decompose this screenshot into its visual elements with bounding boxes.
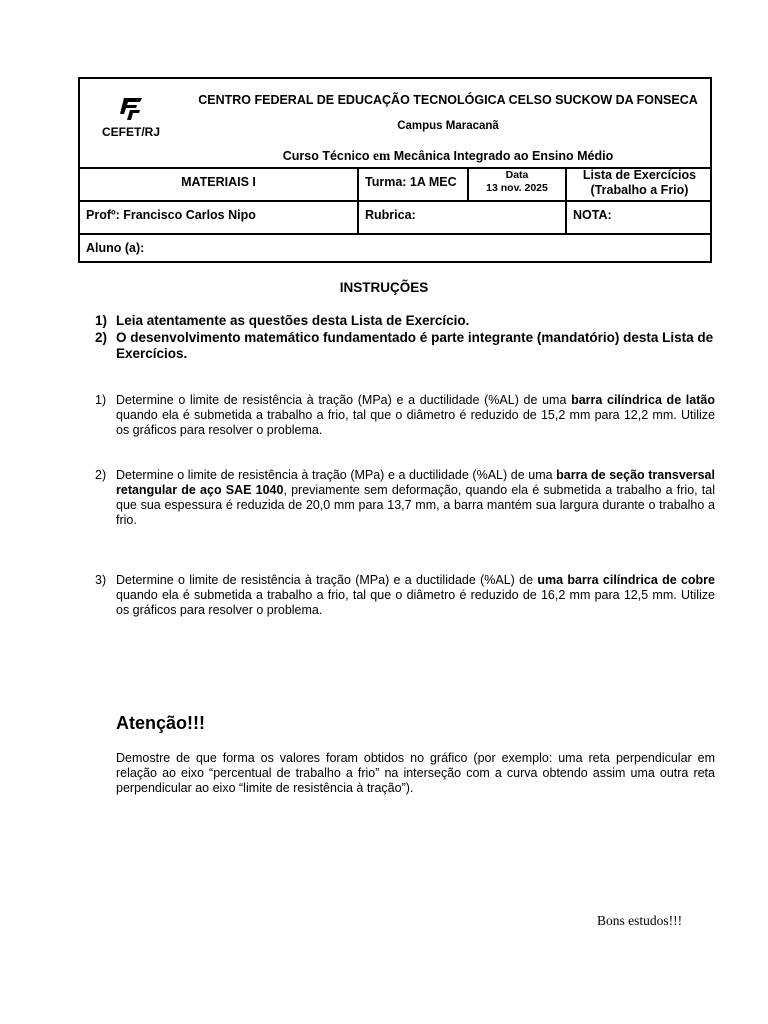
student-cell[interactable]: Aluno (a):	[86, 241, 145, 255]
campus-name: Campus Maracanã	[397, 120, 499, 132]
question-number: 2)	[95, 468, 107, 482]
question-2	[95, 468, 715, 528]
professor-cell: Profº: Francisco Carlos Nipo	[86, 208, 256, 222]
question-number: 1)	[95, 393, 107, 407]
question-text-a: Determine o limite de resistência à tração (MPa) e a ductilidade (%AL) de uma	[116, 468, 557, 482]
instruction-text: Leia atentamente as questões desta Lista de Exercício.	[116, 313, 470, 328]
institution-name: CENTRO FEDERAL DE EDUCAÇÃO TECNOLÓGICA CELSO SUCKOW DA FONSECA	[198, 93, 698, 107]
date-label: Data	[505, 169, 529, 181]
question-1	[95, 393, 715, 438]
list-title-line2: (Trabalho a Frio)	[590, 183, 689, 197]
header-top	[80, 79, 710, 169]
rubric-cell[interactable]: Rubrica:	[357, 200, 565, 233]
question-text-bold: barra cilíndrica de latão	[571, 393, 715, 407]
cefet-logo-icon	[119, 97, 143, 121]
cefet-logo	[96, 97, 166, 139]
list-title-line1: Lista de Exercícios	[582, 168, 697, 182]
question-text-bold: barra de seção transversal retangular de aço SAE 1040	[116, 468, 715, 497]
question-text-c: , previamente sem deformação, quando ela é submetida a trabalho a frio, tal que sua espessura é reduzida de 20,0 mm para 13,7 mm, a barra mantém sua largura durante o trabalho a frio.	[116, 483, 715, 527]
subject-row	[80, 167, 710, 202]
instruction-item	[95, 313, 717, 329]
question-text	[116, 468, 715, 528]
instructions-title: INSTRUÇÕES	[339, 280, 429, 295]
instruction-text: O desenvolvimento matemático fundamentado é parte integrante (mandatório) desta Lista de Exercícios.	[116, 330, 714, 361]
closing-text: Bons estudos!!!	[597, 913, 683, 928]
course-text-post: Mecânica Integrado ao Ensino Médio	[390, 149, 614, 163]
question-text-c: quando ela é submetida a trabalho a frio, tal que o diâmetro é reduzido de 15,2 mm para 12,2 mm. Utilize os gráficos para resolver o problema.	[116, 408, 715, 437]
date-cell	[467, 167, 565, 200]
attention-title: Atenção!!!	[116, 713, 205, 733]
course-text-em: em	[373, 148, 391, 163]
question-text-a: Determine o limite de resistência à tração (MPa) e a ductilidade (%AL) de	[116, 573, 538, 587]
date-value: 13 nov. 2025	[486, 182, 548, 194]
header-table	[78, 77, 712, 263]
course-name	[192, 148, 704, 164]
question-text	[116, 393, 715, 438]
grade-cell[interactable]: NOTA:	[565, 200, 712, 233]
list-title-cell	[565, 167, 712, 200]
logo-text: CEFET/RJ	[101, 125, 160, 139]
professor-row	[80, 200, 710, 235]
class-cell: Turma: 1A MEC	[357, 167, 467, 200]
question-text-bold: uma barra cilíndrica de cobre	[537, 573, 715, 587]
question-text-a: Determine o limite de resistência à tração (MPa) e a ductilidade (%AL) de uma	[116, 393, 572, 407]
instruction-number: 1)	[95, 313, 108, 328]
attention-text: Demostre de que forma os valores foram obtidos no gráfico (por exemplo: uma reta perpendicular em relação ao eixo “percentual de trabalho a frio” na interseção com a curva obtendo assim uma outra reta perpendicular ao eixo “limite de resistência à tração”).	[116, 751, 715, 795]
question-text-c: quando ela é submetida a trabalho a frio, tal que o diâmetro é reduzido de 16,2 mm para 12,5 mm. Utilize os gráficos para resolver o problema.	[116, 588, 715, 617]
question-3	[95, 573, 715, 618]
question-number: 3)	[95, 573, 107, 587]
student-row	[80, 233, 710, 263]
subject-cell: MATERIAIS I	[181, 175, 256, 189]
instruction-number: 2)	[95, 330, 108, 345]
instruction-item	[95, 330, 717, 362]
question-text	[116, 573, 715, 618]
course-text-pre: Curso Técnico	[282, 149, 374, 163]
